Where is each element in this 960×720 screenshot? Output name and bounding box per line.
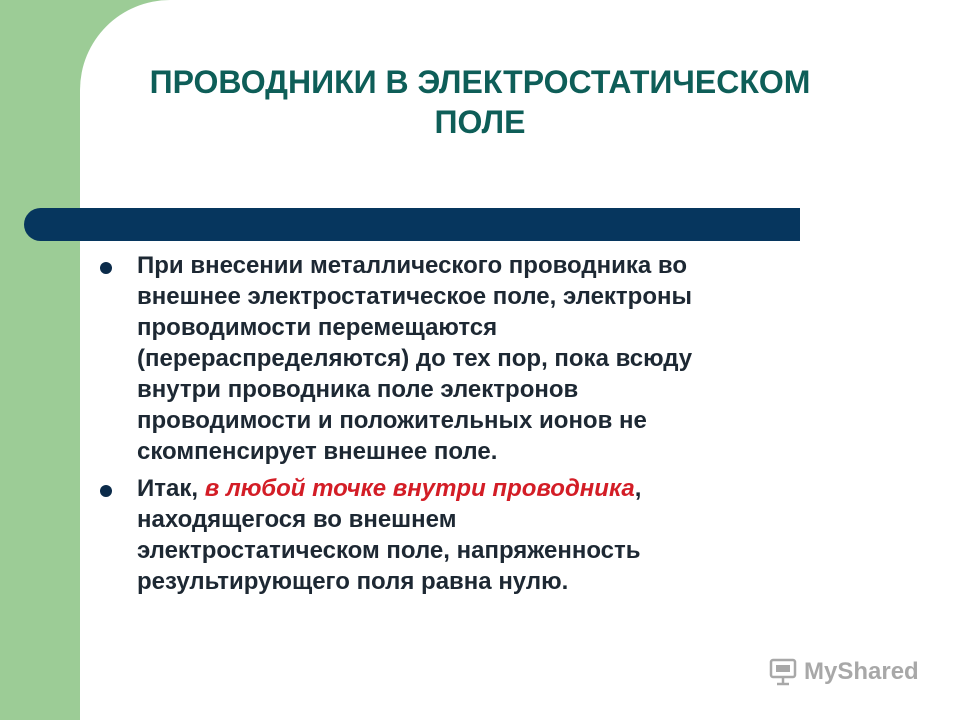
bullet-2-line: электростатическом поле, напряженность xyxy=(137,537,641,564)
bullet-2-prefix: Итак, xyxy=(137,475,205,502)
left-accent-bar xyxy=(0,0,80,720)
title-divider-bar xyxy=(24,208,800,241)
bullet-2-line: результирующего поля равна нулю. xyxy=(137,568,569,595)
watermark xyxy=(768,657,919,687)
title-line-2: ПОЛЕ xyxy=(434,104,526,140)
bullet-1-line: При внесении металлического проводника во xyxy=(137,252,687,279)
projector-screen-icon xyxy=(768,657,798,687)
bullet-item-1 xyxy=(96,250,896,467)
bullet-2-first-line xyxy=(137,473,896,504)
bullet-item-2 xyxy=(96,473,896,597)
slide-title xyxy=(80,62,880,142)
bullet-1-line: (перераспределяются) до тех пор, пока всюду xyxy=(137,345,693,372)
bullet-dot-icon xyxy=(100,485,112,497)
bullet-2-line: находящегося во внешнем xyxy=(137,506,457,533)
bullet-1-line: проводимости перемещаются xyxy=(137,314,498,341)
bullet-2-highlight: в любой точке внутри проводника xyxy=(204,475,635,502)
bullet-1-line: внутри проводника поле электронов xyxy=(137,376,579,403)
slide-body xyxy=(96,250,896,603)
bullet-dot-icon xyxy=(100,262,112,274)
title-line-1: ПРОВОДНИКИ В ЭЛЕКТРОСТАТИЧЕСКОМ xyxy=(149,64,811,100)
bullet-2-suffix: , xyxy=(634,475,642,502)
bullet-1-line: скомпенсирует внешнее поле. xyxy=(137,438,498,465)
bullet-1-line: внешнее электростатическое поле, электроны xyxy=(137,283,692,310)
watermark-text: MyShared xyxy=(804,658,919,685)
bullet-1-line: проводимости и положительных ионов не xyxy=(137,407,647,434)
